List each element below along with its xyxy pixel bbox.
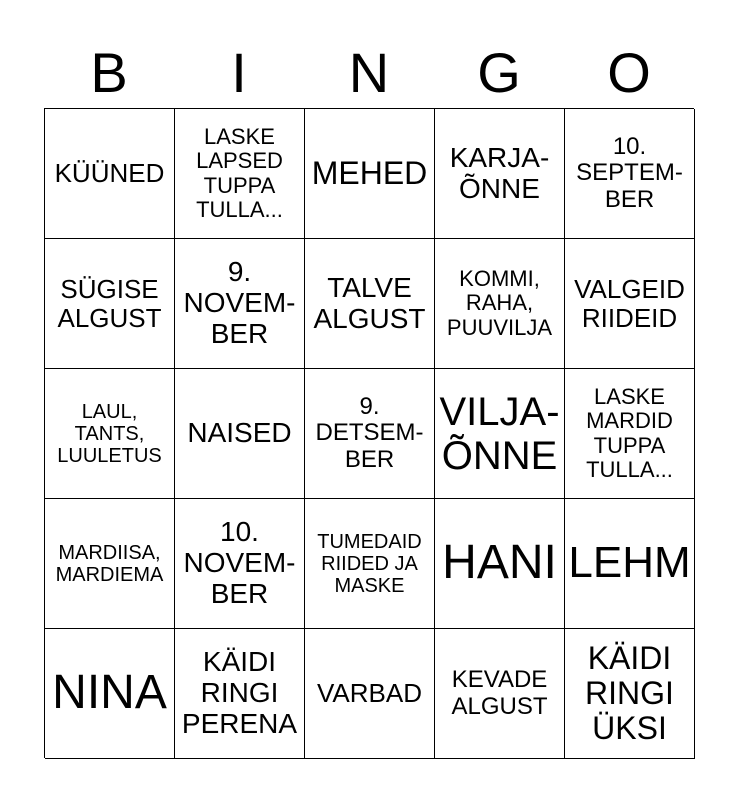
bingo-cell[interactable]: VALGEID RIIDEID xyxy=(565,239,695,369)
bingo-cell[interactable]: NAISED xyxy=(175,369,305,499)
bingo-cell[interactable]: TALVE ALGUST xyxy=(305,239,435,369)
bingo-cell[interactable]: HANI xyxy=(435,499,565,629)
bingo-cell[interactable]: KÄIDI RINGI ÜKSI xyxy=(565,629,695,759)
header-letter-i: I xyxy=(231,41,247,104)
bingo-cell[interactable]: KÄIDI RINGI PERENA xyxy=(175,629,305,759)
bingo-cell[interactable]: 9. NOVEM- BER xyxy=(175,239,305,369)
bingo-cell[interactable]: NINA xyxy=(45,629,175,759)
bingo-cell[interactable]: KOMMI, RAHA, PUUVILJA xyxy=(435,239,565,369)
bingo-cell[interactable]: MARDIISA, MARDIEMA xyxy=(45,499,175,629)
bingo-cell[interactable]: KEVADE ALGUST xyxy=(435,629,565,759)
bingo-cell[interactable]: TUMEDAID RIIDED JA MASKE xyxy=(305,499,435,629)
bingo-cell[interactable]: LASKE LAPSED TUPPA TULLA... xyxy=(175,109,305,239)
bingo-cell[interactable]: LEHM xyxy=(565,499,695,629)
header-letter-n: N xyxy=(348,41,390,104)
bingo-cell[interactable]: LASKE MARDID TUPPA TULLA... xyxy=(565,369,695,499)
bingo-cell[interactable]: VARBAD xyxy=(305,629,435,759)
header-letter-g: G xyxy=(477,41,521,104)
bingo-cell[interactable]: KARJA- ÕNNE xyxy=(435,109,565,239)
bingo-cell[interactable]: KÜÜNED xyxy=(45,109,175,239)
bingo-cell[interactable]: 10. SEPTEM- BER xyxy=(565,109,695,239)
header-letter-b: B xyxy=(90,41,128,104)
bingo-cell[interactable]: 9. DETSEM- BER xyxy=(305,369,435,499)
bingo-cell[interactable]: LAUL, TANTS, LUULETUS xyxy=(45,369,175,499)
bingo-cell[interactable]: VILJA- ÕNNE xyxy=(435,369,565,499)
bingo-header xyxy=(44,40,694,106)
header-letter-o: O xyxy=(607,41,651,104)
bingo-grid xyxy=(44,108,694,758)
bingo-cell[interactable]: 10. NOVEM- BER xyxy=(175,499,305,629)
bingo-cell[interactable]: SÜGISE ALGUST xyxy=(45,239,175,369)
bingo-cell[interactable]: MEHED xyxy=(305,109,435,239)
